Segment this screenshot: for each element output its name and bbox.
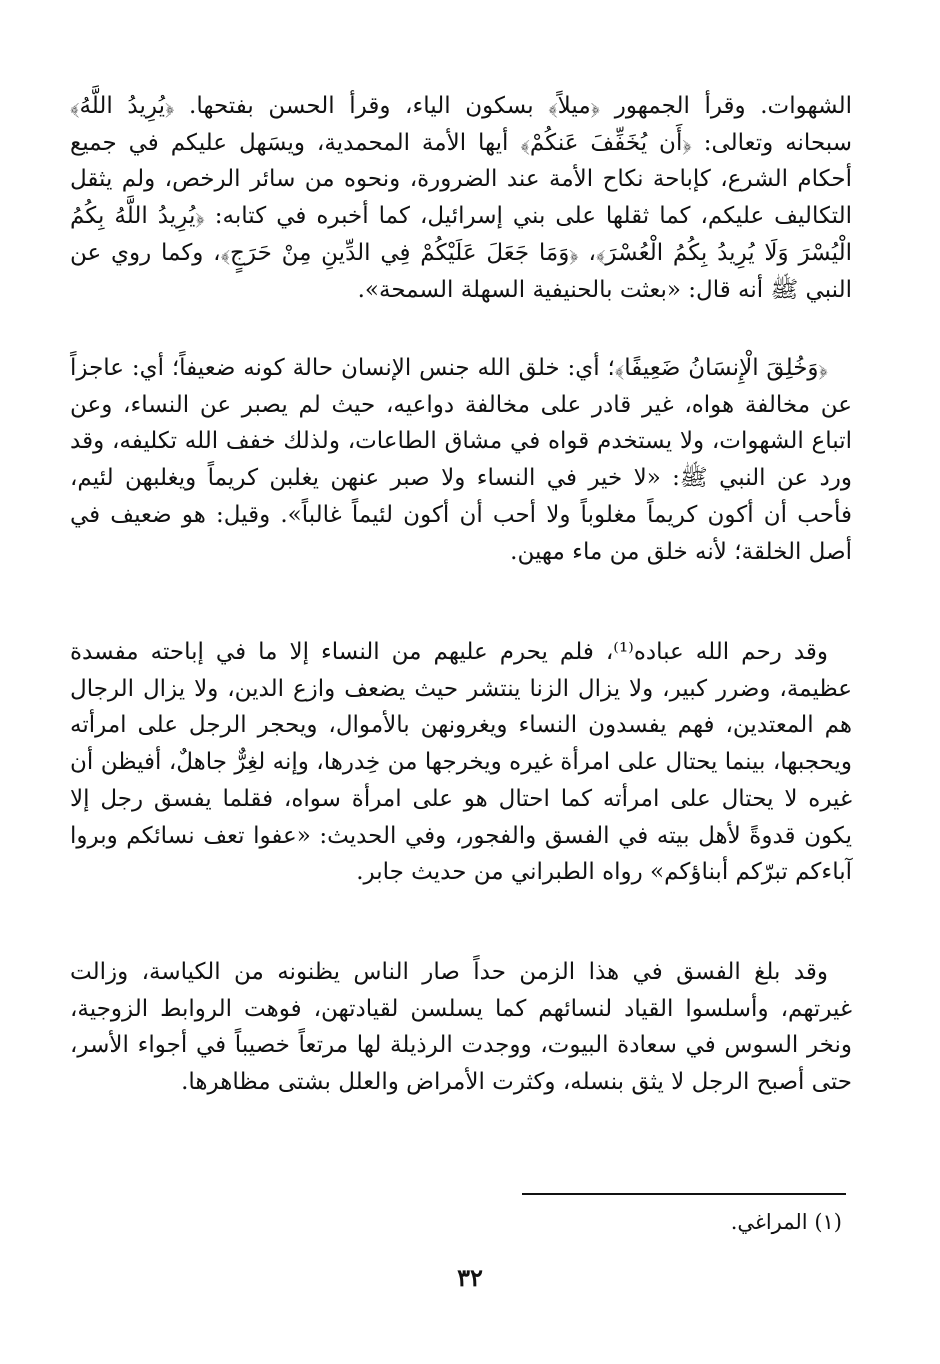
paragraph-1 — [70, 88, 852, 308]
paragraph-3-text: وقد رحم الله عباده⁽¹⁾، فلم يحرم عليهم من النساء إلا ما في إباحته مفسدة عظيمة، وضرر كبير، ولا يزال الزنا ينتشر حيث يضعف وازع الدين، ولا يزال الرجال هم المعتدين، فهم يفسدون النساء ويغرونهن بالأموال، ويحجر الرجل على امرأته ويحجبها، بينما يحتال على امرأة غيره ويخرجها من خِدرها، وإنه لغِرٌّ جاهلٌ، أفيظن أن غيره لا يحتال على امرأته كما احتال هو على امرأة سواه، فقلما يفسق رجل إلا يكون قدوةً لأهل بيته في الفسق والفجور، وفي الحديث: «عفوا تعف نسائكم وبروا آباءكم تبرّكم أبناؤكم» رواه الطبراني من حديث جابر. — [70, 639, 853, 886]
paragraph-4 — [70, 954, 852, 1101]
page-number: ٣٢ — [457, 1263, 483, 1292]
footnote: (١) المراغي. — [730, 1210, 842, 1234]
paragraph-2-text: ﴿وَخُلِقَ الْإِنسَانُ ضَعِيفًا﴾؛ أي: خلق الله جنس الإنسان حالة كونه ضعيفاً؛ أي: عاجزاً عن مخالفة هواه، غير قادر على مخالفة دواعيه، حيث لم يصبر عن النساء، وعن اتباع الشهوات، ولا يستخدم قواه في مشاق الطاعات، ولذلك خفف الله تكليفه، وقد ورد عن النبي ﷺ: «لا خير في النساء ولا صبر عنهن يغلبن كريماً ويغلبهن لئيم، فأحب أن أكون كريماً مغلوباً ولا أحب أن أكون لئيماً غالباً». وقيل: هو ضعيف في أصل الخلقة؛ لأنه خلق من ماء مهين. — [70, 355, 853, 565]
paragraph-3 — [70, 634, 852, 891]
paragraph-1-text: الشهوات. وقرأ الجمهور ﴿ميلاً﴾ بسكون الياء، وقرأ الحسن بفتحها. ﴿يُرِيدُ اللَّهُ﴾ سبحانه وتعالى: ﴿أَن يُخَفِّفَ عَنكُمْ﴾ أيها الأمة المحمدية، ويسَهل عليكم في جميع أحكام الشرع، كإباحة نكاح الأمة عند الضرورة، ونحوه من سائر الرخص، ولم يثقل التكاليف عليكم، كما ثقلها على بني إسرائيل، كما أخبره في كتابه: ﴿يُرِيدُ اللَّهُ بِكُمُ الْيُسْرَ وَلَا يُرِيدُ بِكُمُ الْعُسْرَ﴾، ﴿وَمَا جَعَلَ عَلَيْكُمْ فِي الدِّينِ مِنْ حَرَجٍ﴾، وكما روي عن النبي ﷺ أنه قال: «بعثت بالحنيفية السهلة السمحة». — [70, 93, 852, 303]
paragraph-4-text: وقد بلغ الفسق في هذا الزمن حداً صار الناس يظنونه من الكياسة، وزالت غيرتهم، وأسلسوا القياد لنسائهم كما يسلسن لقيادتهن، فوهت الروابط الزوجية، ونخر السوس في سعادة البيوت، ووجدت الرذيلة لها مرتعاً خصيباً في أجواء الأسر، حتى أصبح الرجل لا يثق بنسله، وكثرت الأمراض والعلل بشتى مظاهرها. — [70, 959, 852, 1096]
paragraph-2 — [70, 350, 852, 570]
footnote-separator — [522, 1193, 846, 1195]
